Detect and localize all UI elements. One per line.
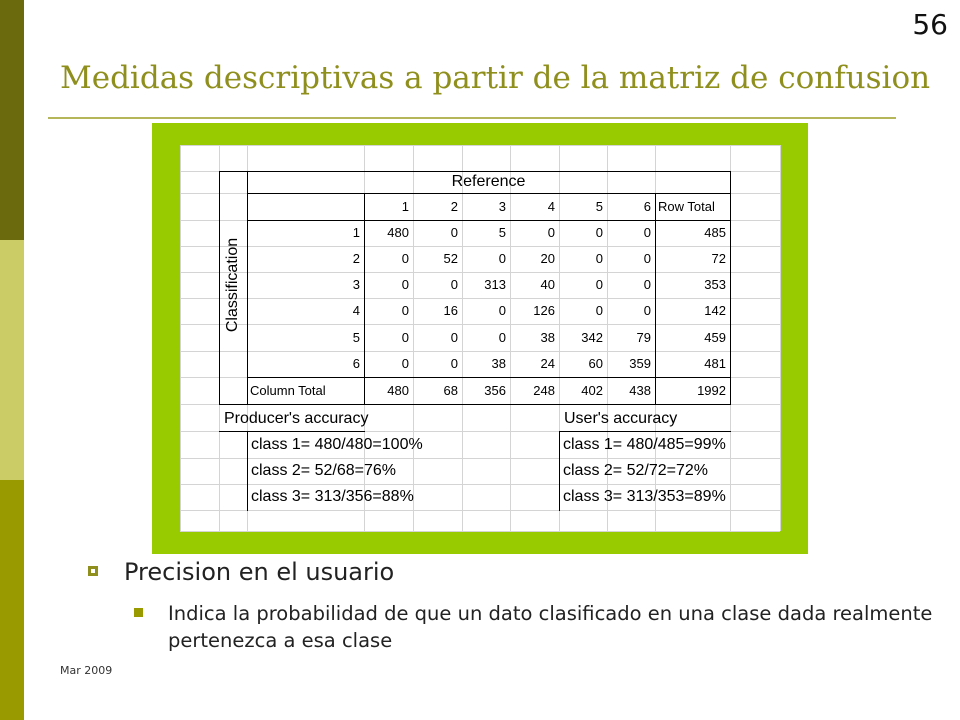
column-total-cell: 402 <box>581 383 603 398</box>
producers-accuracy-value: class 3= 313/356=88% <box>251 488 414 505</box>
column-header: 6 <box>643 199 651 214</box>
row-total-cell: 485 <box>704 225 726 240</box>
users-accuracy-value: class 2= 52/72=72% <box>563 462 708 479</box>
column-total-cell: 248 <box>533 383 555 398</box>
table-cell: 0 <box>450 330 458 345</box>
row-total-cell: 353 <box>704 277 726 292</box>
column-total-cell: 68 <box>443 383 458 398</box>
sidebar-decoration <box>0 0 24 720</box>
table-cell: 0 <box>498 330 506 345</box>
table-border-vertical <box>219 171 220 405</box>
column-total-cell: 480 <box>387 383 409 398</box>
producers-accuracy-value: class 2= 52/68=76% <box>251 462 396 479</box>
grand-total-cell: 1992 <box>697 383 726 398</box>
gridline-vertical <box>180 145 181 531</box>
table-cell: 0 <box>401 251 409 266</box>
table-cell: 0 <box>643 251 651 266</box>
table-cell: 0 <box>595 251 603 266</box>
row-label: 4 <box>352 303 360 318</box>
row-label: 2 <box>352 251 360 266</box>
users-accuracy-value: class 3= 313/353=89% <box>563 488 726 505</box>
table-cell: 52 <box>443 251 458 266</box>
table-cell: 40 <box>540 277 555 292</box>
table-cell: 0 <box>401 330 409 345</box>
producers-accuracy-value: class 1= 480/480=100% <box>251 436 423 453</box>
row-total-cell: 72 <box>711 251 726 266</box>
column-header: 4 <box>547 199 555 214</box>
table-cell: 0 <box>401 277 409 292</box>
column-total-label: Column Total <box>250 383 326 398</box>
sidebar-band-middle <box>0 240 24 480</box>
table-cell: 0 <box>595 303 603 318</box>
table-cell: 0 <box>643 225 651 240</box>
users-accuracy-label: User's accuracy <box>564 410 678 427</box>
row-total-cell: 481 <box>704 356 726 371</box>
confusion-matrix-figure <box>152 123 808 554</box>
table-cell: 5 <box>498 225 506 240</box>
classification-label: Classification <box>224 237 241 333</box>
title-divider <box>48 117 896 119</box>
table-cell: 480 <box>387 225 409 240</box>
table-cell: 0 <box>547 225 555 240</box>
table-cell: 0 <box>595 277 603 292</box>
table-cell: 0 <box>595 225 603 240</box>
slide-title: Medidas descriptivas a partir de la matriz de confusion <box>60 60 931 96</box>
table-cell: 24 <box>540 356 555 371</box>
column-header: 1 <box>401 199 409 214</box>
bullet-sub-text: Indica la probabilidad de que un dato clasificado en una clase dada realmente pertenezca a esa clase <box>168 602 933 652</box>
table-cell: 60 <box>588 356 603 371</box>
gridline-vertical <box>780 145 781 531</box>
column-total-cell: 438 <box>629 383 651 398</box>
table-cell: 0 <box>450 356 458 371</box>
row-label: 1 <box>352 225 360 240</box>
reference-header: Reference <box>451 173 526 190</box>
footer-date: Mar 2009 <box>60 664 113 677</box>
table-cell: 359 <box>629 356 651 371</box>
gridline-horizontal <box>180 531 780 532</box>
table-cell: 0 <box>643 303 651 318</box>
gridline-horizontal <box>180 145 780 146</box>
spreadsheet <box>180 145 780 531</box>
column-header: 2 <box>450 199 458 214</box>
row-total-header: Row Total <box>658 199 715 214</box>
table-cell: 0 <box>498 303 506 318</box>
table-cell: 126 <box>533 303 555 318</box>
row-label: 3 <box>352 277 360 292</box>
square-bullet-icon <box>88 566 98 576</box>
sidebar-band-bottom <box>0 480 24 720</box>
row-total-cell: 142 <box>704 303 726 318</box>
users-accuracy-value: class 1= 480/485=99% <box>563 436 726 453</box>
sidebar-band-top <box>0 0 24 240</box>
table-cell: 16 <box>443 303 458 318</box>
column-header: 3 <box>498 199 506 214</box>
table-cell: 0 <box>450 225 458 240</box>
accuracy-border <box>559 431 560 511</box>
table-cell: 0 <box>401 303 409 318</box>
column-total-cell: 356 <box>484 383 506 398</box>
accuracy-border <box>247 431 248 511</box>
table-cell: 79 <box>636 330 651 345</box>
table-cell: 38 <box>540 330 555 345</box>
producers-accuracy-label: Producer's accuracy <box>224 410 369 427</box>
table-cell: 20 <box>540 251 555 266</box>
filled-square-bullet-icon <box>134 608 143 617</box>
table-cell: 0 <box>450 277 458 292</box>
table-cell: 0 <box>498 251 506 266</box>
slide-number: 56 <box>912 8 948 41</box>
table-cell: 0 <box>401 356 409 371</box>
row-label: 5 <box>352 330 360 345</box>
bullet-main-text: Precision en el usuario <box>124 558 395 586</box>
table-cell: 0 <box>643 277 651 292</box>
column-header: 5 <box>595 199 603 214</box>
row-label: 6 <box>352 356 360 371</box>
table-cell: 38 <box>491 356 506 371</box>
gridline-horizontal <box>180 510 780 511</box>
row-total-cell: 459 <box>704 330 726 345</box>
table-border-vertical <box>730 171 731 405</box>
table-cell: 313 <box>484 277 506 292</box>
table-cell: 342 <box>581 330 603 345</box>
